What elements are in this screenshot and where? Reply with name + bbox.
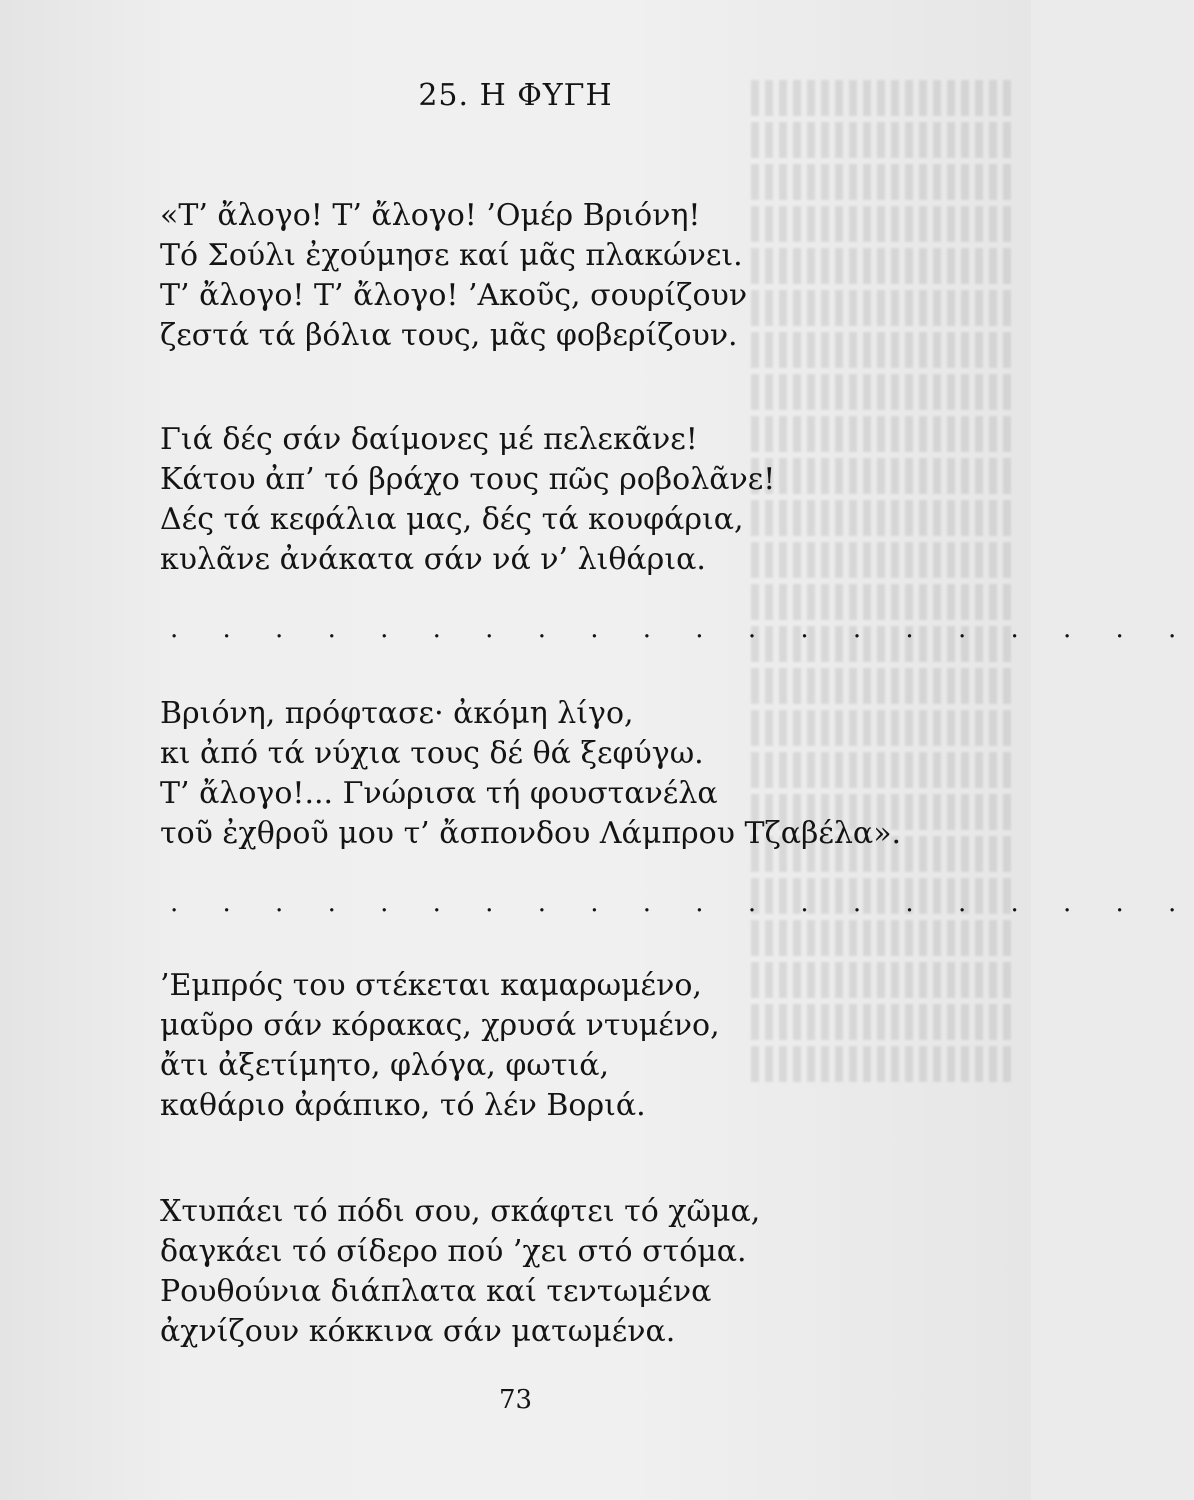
verse-line: τοῦ ἐχθροῦ μου τ’ ἄσπονδου Λάμπρου Τζαβέλα».: [160, 816, 902, 851]
stanza-1: [160, 196, 920, 356]
stanza-4: [160, 966, 920, 1126]
verse-line: Ρουθούνια διάπλατα καί τεντωμένα: [160, 1274, 712, 1309]
verse-line: ζεστά τά βόλια τους, μᾶς φοβερίζουν.: [160, 318, 738, 353]
verse-line: ’Εμπρός του στέκεται καμαρωμένο,: [160, 968, 702, 1003]
verse-line: μαῦρο σάν κόρακας, χρυσά ντυμένο,: [160, 1008, 720, 1043]
verse-line: Τ’ ἄλογο!... Γνώρισα τή φουστανέλα: [160, 776, 718, 811]
verse-line: καθάριο ἀράπικο, τό λέν Βοριά.: [160, 1088, 646, 1123]
verse-line: Κάτου ἀπ’ τό βράχο τους πῶς ροβολᾶνε!: [160, 462, 776, 497]
stanza-2: [160, 420, 920, 580]
verse-line: κι ἀπό τά νύχια τους δέ θά ξεφύγω.: [160, 736, 704, 771]
poem-title: 25. Η ΦΥΓΗ: [418, 78, 613, 113]
verse-line: Γιά δές σάν δαίμονες μέ πελεκᾶνε!: [160, 422, 698, 457]
stanza-3: [160, 694, 920, 854]
verse-line: ἀχνίζουν κόκκινα σάν ματωμένα.: [160, 1314, 676, 1349]
verse-line: Χτυπάει τό πόδι σου, σκάφτει τό χῶμα,: [160, 1194, 761, 1229]
page-number: 73: [498, 1385, 533, 1415]
verse-line: «Τ’ ἄλογο! Τ’ ἄλογο! ’Ομέρ Βριόνη!: [160, 198, 701, 233]
separator-dots: . . . . . . . . . . . . . . . . . . . .: [170, 614, 1194, 644]
verse-line: Τό Σούλι ἐχούμησε καί μᾶς πλακώνει.: [160, 238, 743, 273]
separator-dots: . . . . . . . . . . . . . . . . . . . .: [170, 888, 1194, 918]
stanza-5: [160, 1192, 920, 1352]
verse-line: κυλᾶνε ἀνάκατα σάν νά ν’ λιθάρια.: [160, 542, 706, 577]
verse-line: Δές τά κεφάλια μας, δές τά κουφάρια,: [160, 502, 744, 537]
verse-line: Τ’ ἄλογο! Τ’ ἄλογο! ’Ακοῦς, σουρίζουν: [160, 278, 748, 313]
verse-line: ἄτι ἀξετίμητο, φλόγα, φωτιά,: [160, 1048, 610, 1083]
verse-line: δαγκάει τό σίδερο πού ’χει στό στόμα.: [160, 1234, 747, 1269]
verse-line: Βριόνη, πρόφτασε· ἀκόμη λίγο,: [160, 696, 634, 731]
